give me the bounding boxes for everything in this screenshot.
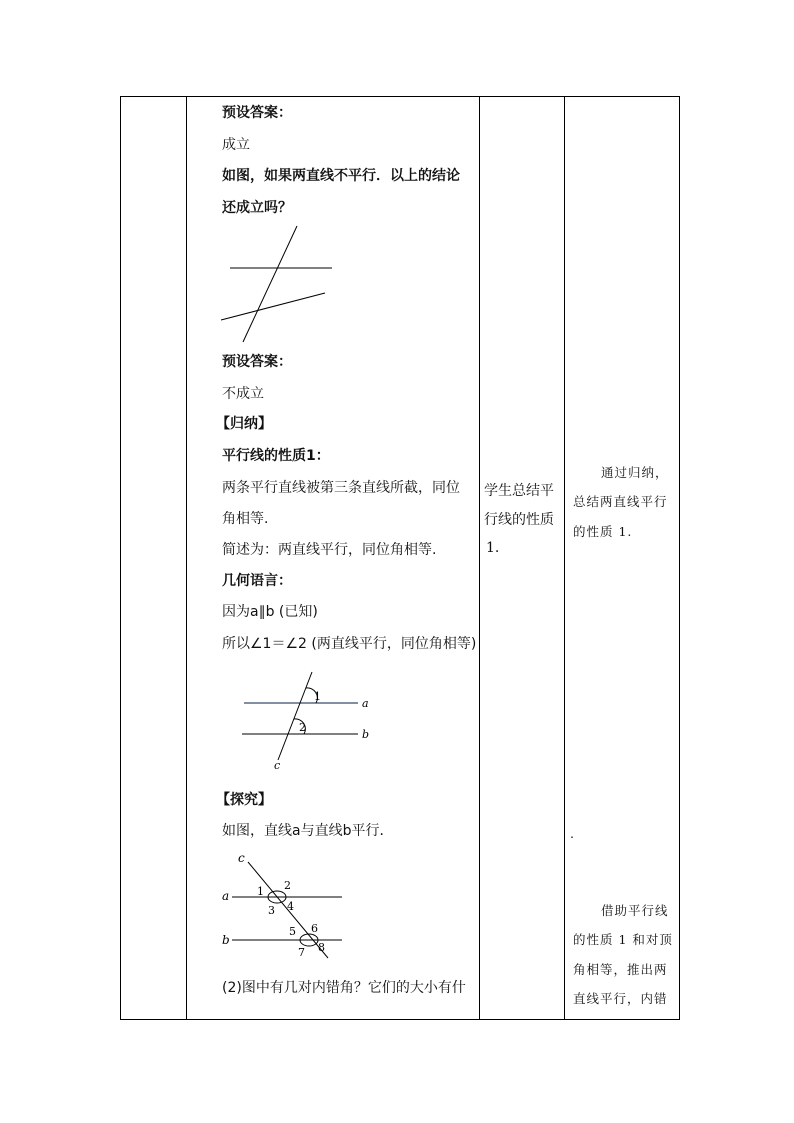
column-divider-3 (564, 96, 565, 1020)
explore-heading: 【探究】 (216, 792, 272, 808)
intent-2-line-4: 直线平行，内错 (573, 991, 668, 1006)
angle-7-label: 7 (298, 946, 305, 959)
column-divider-2 (479, 96, 480, 1020)
angle-1-label: 1 (314, 690, 321, 703)
fig3-line-c-label: c (238, 851, 245, 865)
question-line-2: 还成立吗？ (222, 200, 292, 216)
transversal-angles-figure (216, 850, 356, 965)
table-top-border (120, 96, 680, 97)
question-line-1: 如图，如果两直线不平行．以上的结论 (222, 168, 460, 184)
explore-text: 如图，直线a与直线b平行． (222, 823, 394, 839)
intent-1-line-3: 的性质 1. (573, 524, 633, 539)
line-a-label: a (362, 697, 369, 710)
property-line-1: 两条平行直线被第三条直线所截，同位 (222, 480, 460, 496)
because-statement: 因为a∥b (已知) (222, 604, 318, 620)
question-2: (2)图中有几对内错角？它们的大小有什 (222, 980, 466, 996)
table-border-right (679, 96, 680, 1020)
preset-answer-label-1: 预设答案： (222, 105, 292, 121)
table-bottom-border (120, 1019, 680, 1020)
angle-2-label: 2 (284, 879, 291, 892)
property-title: 平行线的性质1： (222, 448, 330, 464)
line-b-label: b (362, 728, 370, 741)
student-activity-line-3: 1. (486, 540, 500, 556)
preset-answer-label-2: 预设答案： (222, 354, 292, 370)
angle-1-label: 1 (257, 885, 264, 898)
intent-2-line-1: 借助平行线 (601, 903, 669, 918)
preset-answer-2: 不成立 (222, 386, 264, 402)
summary-heading: 【归纳】 (216, 416, 272, 432)
brief-statement: 简述为：两直线平行，同位角相等. (222, 542, 437, 558)
parallel-lines-figure (236, 660, 386, 770)
student-activity-line-1: 学生总结平 (484, 483, 554, 499)
intent-2-line-3: 角相等，推出两 (573, 962, 668, 977)
therefore-statement: 所以∠1＝∠2 (两直线平行，同位角相等) (222, 636, 477, 652)
intent-2-line-2: 的性质 1 和对顶 (573, 932, 673, 947)
intent-1-line-2: 总结两直线平行 (573, 494, 668, 509)
fig3-line-b-label: b (222, 933, 230, 947)
angle-6-label: 6 (311, 922, 318, 935)
angle-5-label: 5 (289, 925, 296, 938)
table-border-left (120, 96, 121, 1020)
angle-8-label: 8 (318, 941, 325, 954)
student-activity-line-2: 行线的性质 (484, 512, 554, 528)
angle-3-label: 3 (268, 904, 275, 917)
dot-mark: . (570, 826, 575, 841)
preset-answer-1: 成立 (222, 137, 250, 153)
line-c-label: c (274, 759, 281, 772)
column-divider-1 (186, 96, 187, 1020)
angle-2-label: 2 (299, 721, 306, 734)
property-line-2: 角相等. (222, 511, 269, 527)
non-parallel-lines-figure (215, 222, 340, 347)
fig3-line-a-label: a (222, 889, 230, 903)
geometry-language-heading: 几何语言： (222, 573, 292, 589)
angle-4-label: 4 (287, 900, 294, 913)
intent-1-line-1: 通过归纳， (601, 465, 669, 480)
